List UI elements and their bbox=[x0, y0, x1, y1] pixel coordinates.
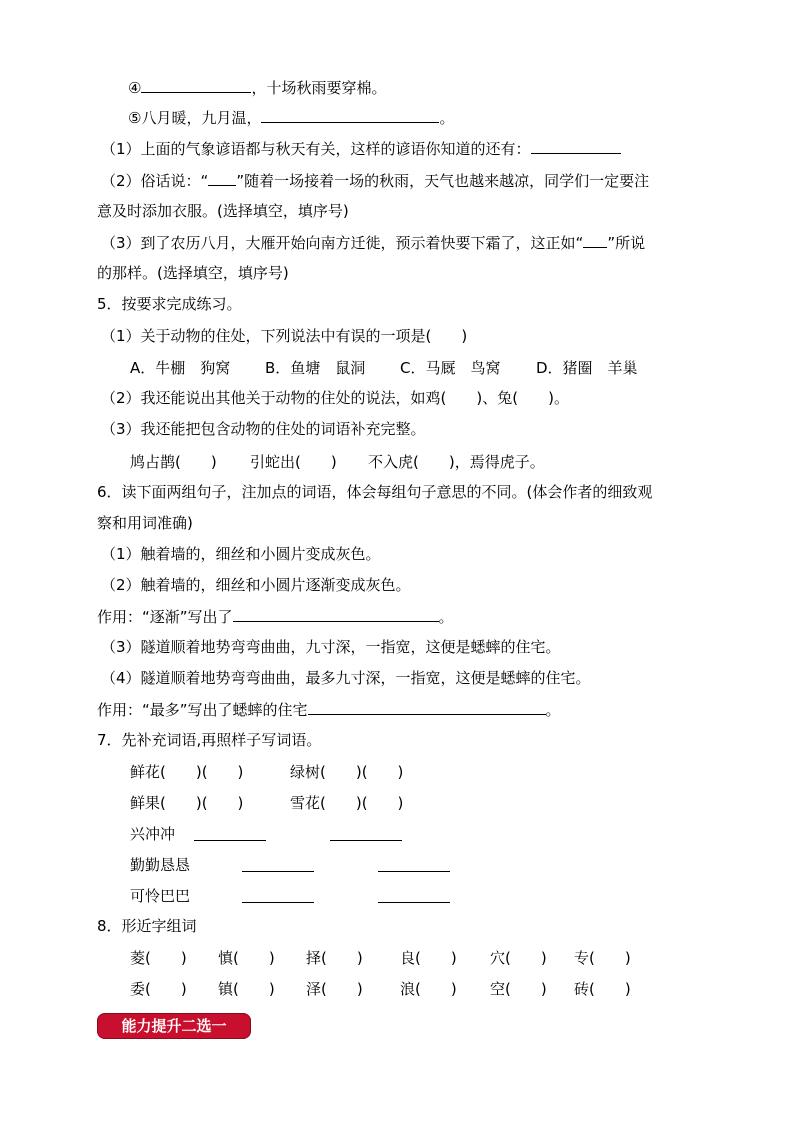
item-4-text: ，十场秋雨要穿棉。 bbox=[251, 79, 387, 97]
question-text: ”所说 bbox=[607, 234, 646, 252]
blank[interactable] bbox=[233, 606, 439, 622]
blank[interactable] bbox=[308, 699, 546, 715]
option-d[interactable]: D．猪圈 羊巢 bbox=[536, 359, 638, 377]
option-c[interactable]: C．马厩 鸟窝 bbox=[400, 359, 501, 377]
pattern-word: 兴冲冲 bbox=[130, 825, 176, 843]
section-6-title-cont: 察和用词准确) bbox=[97, 514, 193, 532]
sentence-6-1: （1）触着墙的，细丝和小圆片变成灰色。 bbox=[101, 545, 381, 563]
char-item: 委( ) bbox=[130, 980, 187, 998]
question-text: ”随着一场接着一场的秋雨，天气也越来越凉，同学们一定要注 bbox=[236, 172, 650, 190]
question-text: （2）俗话说：“ bbox=[101, 172, 209, 190]
question-5-3: （3）我还能把包含动物的住处的词语补充完整。 bbox=[101, 420, 426, 438]
idiom-item: 鸠占鹊( ) bbox=[130, 453, 217, 471]
idiom-item: 不入虎( )，焉得虎子。 bbox=[368, 453, 545, 471]
section-8-title: 8．形近字组词 bbox=[97, 917, 197, 935]
blank[interactable] bbox=[242, 856, 314, 872]
blank[interactable] bbox=[330, 825, 402, 841]
question-4-2 bbox=[101, 170, 649, 191]
word-item: 雪花( )( ) bbox=[290, 794, 404, 812]
char-item: 专( ) bbox=[574, 949, 631, 967]
char-item: 镇( ) bbox=[218, 980, 275, 998]
ability-section-badge: 能力提升二选一 bbox=[97, 1013, 251, 1039]
section-6-title: 6．读下面两组句子，注加点的词语，体会每组句子意思的不同。(体会作者的细致观 bbox=[97, 483, 653, 501]
char-item: 穴( ) bbox=[490, 949, 547, 967]
section-7-title: 7．先补充词语,再照样子写词语。 bbox=[97, 731, 322, 749]
idiom-item: 引蛇出( ) bbox=[250, 453, 337, 471]
question-text: 的那样。(选择填空，填序号) bbox=[97, 264, 289, 282]
usage-text: 作用：“最多”写出了蟋蟀的住宅 bbox=[97, 701, 308, 719]
item-5-end: 。 bbox=[439, 109, 455, 127]
question-5-2: （2）我还能说出其他关于动物的住处的说法，如鸡( )、兔( )。 bbox=[101, 389, 569, 407]
blank[interactable] bbox=[242, 887, 314, 903]
char-item: 良( ) bbox=[400, 949, 457, 967]
blank[interactable] bbox=[583, 232, 607, 248]
item-5-line bbox=[128, 107, 454, 128]
pattern-word: 可怜巴巴 bbox=[130, 887, 191, 905]
sentence-6-4: （4）隧道顺着地势弯弯曲曲，最多九寸深，一指宽，这便是蟋蟀的住宅。 bbox=[101, 669, 591, 687]
option-b[interactable]: B．鱼塘 鼠洞 bbox=[265, 359, 366, 377]
sentence-6-3: （3）隧道顺着地势弯弯曲曲，九寸深，一指宽，这便是蟋蟀的住宅。 bbox=[101, 638, 561, 656]
question-4-3 bbox=[101, 232, 645, 253]
usage-line-2 bbox=[97, 699, 561, 720]
option-a[interactable]: A．牛棚 狗窝 bbox=[130, 359, 231, 377]
char-item: 空( ) bbox=[490, 980, 547, 998]
section-5-title: 5．按要求完成练习。 bbox=[97, 295, 242, 313]
circled-four-label: ④ bbox=[128, 79, 142, 97]
item-4-line bbox=[128, 77, 386, 98]
char-item: 砖( ) bbox=[574, 980, 631, 998]
question-text: 意及时添加衣服。(选择填空，填序号) bbox=[97, 202, 349, 220]
item-5-text: ⑤八月暖，九月温， bbox=[128, 109, 262, 127]
blank[interactable] bbox=[208, 170, 236, 186]
char-item: 慎( ) bbox=[218, 949, 275, 967]
blank[interactable] bbox=[531, 138, 621, 154]
word-item: 鲜花( )( ) bbox=[130, 763, 244, 781]
usage-text: 作用：“逐渐”写出了 bbox=[97, 608, 233, 626]
word-item: 鲜果( )( ) bbox=[130, 794, 244, 812]
question-5-1: （1）关于动物的住处，下列说法中有误的一项是( ) bbox=[101, 327, 468, 345]
question-4-1 bbox=[101, 138, 621, 159]
sentence-6-2: （2）触着墙的，细丝和小圆片逐渐变成灰色。 bbox=[101, 576, 411, 594]
char-item: 择( ) bbox=[306, 949, 363, 967]
usage-line-1 bbox=[97, 606, 454, 627]
char-item: 浪( ) bbox=[400, 980, 457, 998]
usage-end: 。 bbox=[545, 701, 561, 719]
blank[interactable] bbox=[261, 107, 439, 123]
char-item: 菱( ) bbox=[130, 949, 187, 967]
usage-end: 。 bbox=[438, 608, 454, 626]
blank[interactable] bbox=[194, 825, 266, 841]
char-item: 泽( ) bbox=[306, 980, 363, 998]
question-text: （1）上面的气象谚语都与秋天有关，这样的谚语你知道的还有： bbox=[101, 140, 531, 158]
blank[interactable] bbox=[141, 77, 251, 93]
pattern-word: 勤勤恳恳 bbox=[130, 856, 191, 874]
question-text: （3）到了农历八月，大雁开始向南方迁徙，预示着快要下霜了，这正如“ bbox=[101, 234, 584, 252]
blank[interactable] bbox=[378, 887, 450, 903]
blank[interactable] bbox=[378, 856, 450, 872]
word-item: 绿树( )( ) bbox=[290, 763, 404, 781]
